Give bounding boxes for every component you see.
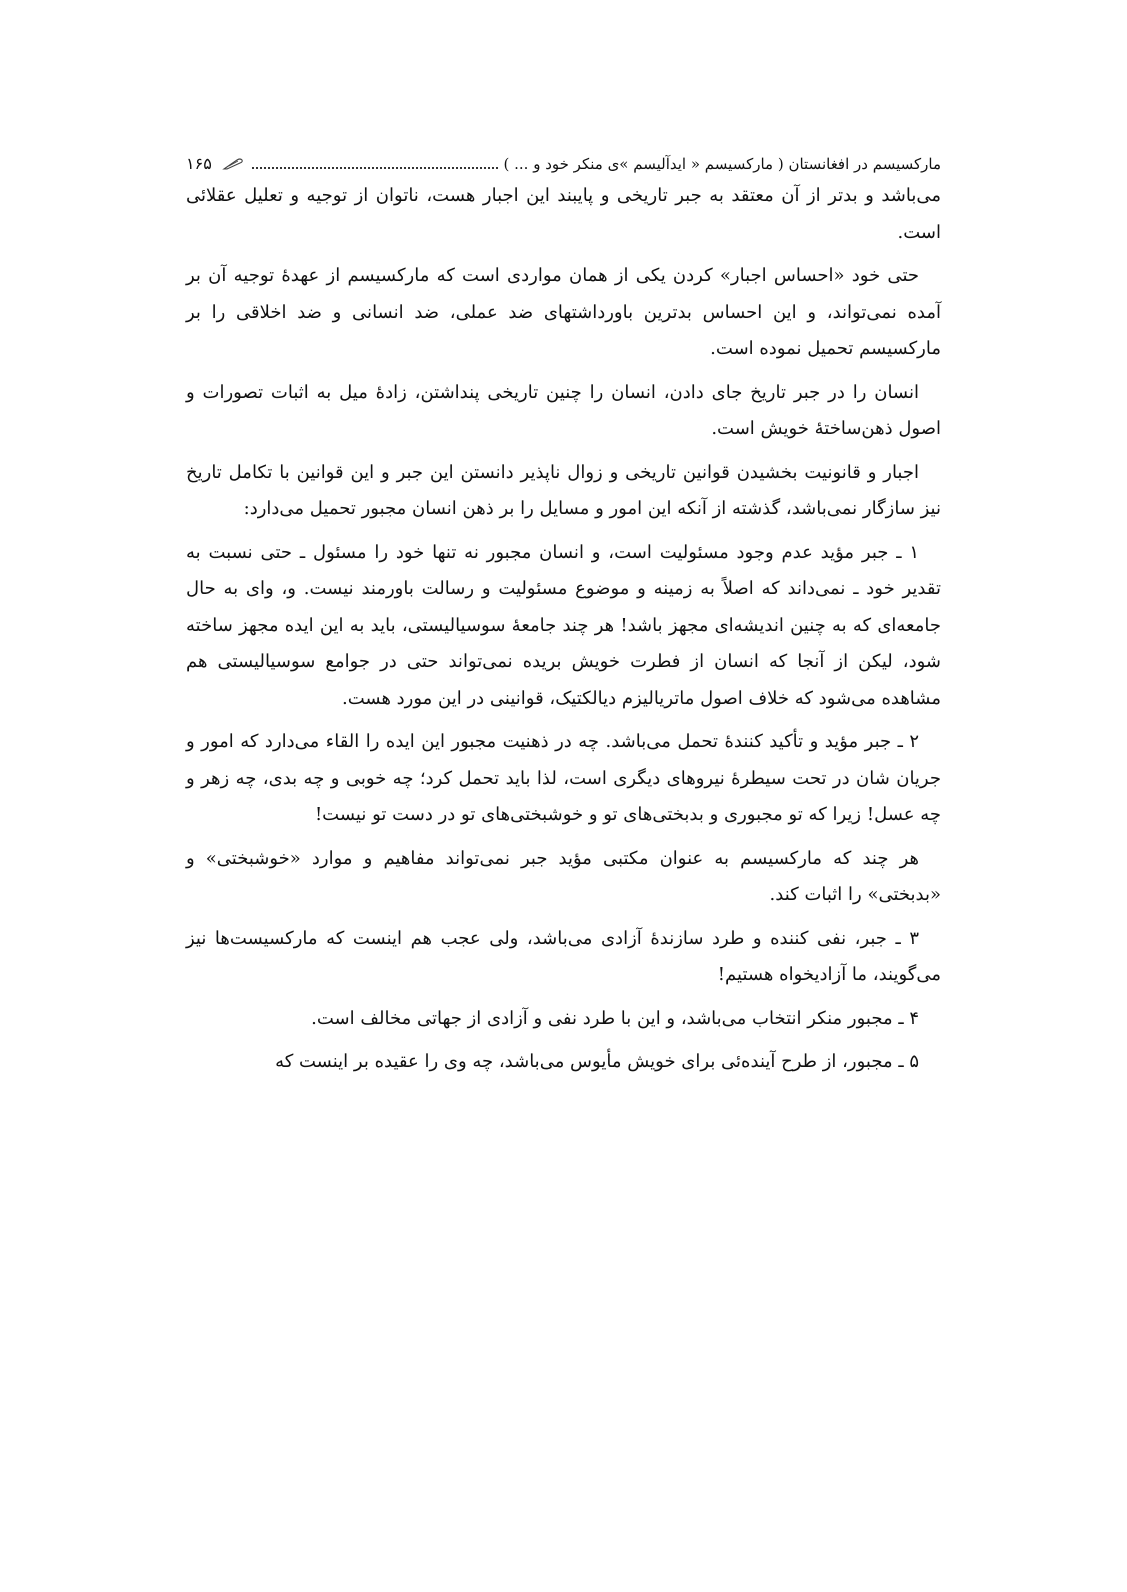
paragraph: حتی خود «احساس اجبار» کردن یکی از همان مواردی است که مارکسیسم از عهدهٔ توجیه آن بر آمده نمی‌تواند، و این احساس بدترین باورداشتهای ضد عملی، ضد انسانی و ضد اخلاقی را بر مارکسیسم تحمیل نموده است. — [186, 265, 941, 359]
numbered-paragraph-1: ۱ ـ جبر مؤید عدم وجود مسئولیت است، و انسان مجبور نه تنها خود را مسئول ـ حتی نسبت به تقدیر خود ـ نمی‌داند که اصلاً به زمینه و موضوع مسئولیت و رسالت باورمند نیست. و، وای به حال جامعه‌ای که به چنین اندیشه‌ای مجهز باشد! هر چند جامعهٔ سوسیالیستی، باید به این ایده مجهز ساخته شود، لیکن از آنجا که انسان از فطرت خویش بریده نمی‌تواند حتی در جوامع سوسیالیستی هم مشاهده می‌شود که خلاف اصول ماتریالیزم دیالکتیک، قوانینی در این مورد هست. — [186, 541, 942, 709]
numbered-paragraph-2: ۲ ـ جبر مؤید و تأکید کنندهٔ تحمل می‌باشد. چه در ذهنیت مجبور این ایده را القاء می‌دارد که امور و جریان شان در تحت سیطرهٔ نیروهای دیگری است، لذا باید تحمل کرد؛ چه خوبی و چه بدی، چه زهر و چه عسل! زیرا که تو مجبوری و بدبختی‌های تو و خوشبختی‌های تو در دست تو نیست! — [186, 731, 941, 825]
numbered-paragraph-4: ۴ ـ مجبور منکر انتخاب می‌باشد، و این با طرد نفی و آزادی از جهاتی مخالف است. — [311, 1007, 919, 1029]
chapter-title: مارکسیسم در افغانستان ( مارکسیسم « ایدآلیسم »ی منکر خود و ... ) — [503, 155, 941, 173]
numbered-paragraph-5: ۵ ـ مجبور، از طرح آینده‌ئی برای خویش مأیوس می‌باشد، چه وی را عقیده بر اینست که — [275, 1051, 919, 1072]
page-number: ۱۶۵ — [186, 154, 212, 173]
paragraph: اجبار و قانونیت بخشیدن قوانین تاریخی و زوال ناپذیر دانستن این جبر و این قوانین با تکامل تاریخ نیز سازگار نمی‌باشد، گذشته از آنکه این امور و مسایل را بر ذهن انسان مجبور تحمیل می‌دارد: — [186, 461, 941, 519]
paragraph: می‌باشد و بدتر از آن معتقد به جبر تاریخی و پایبند این اجبار هست، ناتوان از توجیه و تعلیل عقلائی است. — [186, 185, 941, 243]
body-text — [186, 178, 941, 1088]
pen-icon — [222, 157, 244, 171]
numbered-paragraph-3: ۳ ـ جبر، نفی کننده و طرد سازندهٔ آزادی می‌باشد، ولی عجب هم اینست که مارکسیست‌ها نیز می‌گویند، ما آزادیخواه هستیم! — [186, 927, 941, 985]
paragraph: انسان را در جبر تاریخ جای دادن، انسان را چنین تاریخی پنداشتن، زادهٔ میل به اثبات تصورات و اصول ذهن‌ساختهٔ خویش است. — [186, 381, 941, 439]
paragraph: هر چند که مارکسیسم به عنوان مکتبی مؤید جبر نمی‌تواند مفاهیم و موارد «خوشبختی» و «بدبختی» را اثبات کند. — [186, 847, 941, 905]
dotted-leader — [252, 166, 498, 169]
running-header — [186, 150, 941, 174]
